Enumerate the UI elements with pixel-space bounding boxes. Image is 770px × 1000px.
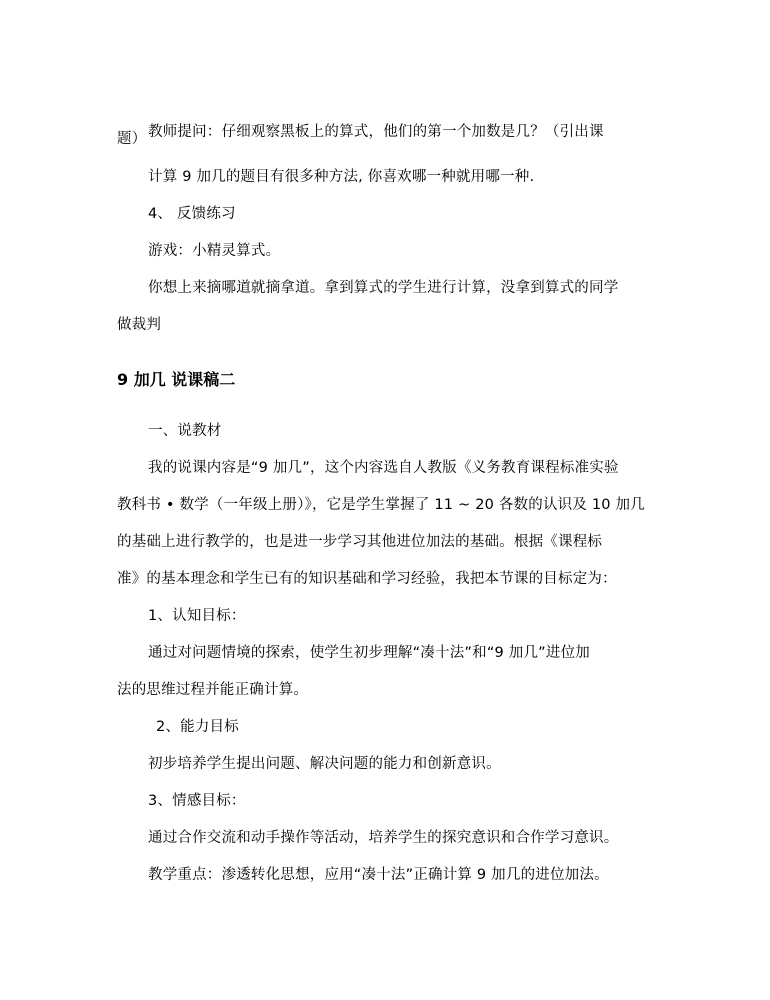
list-item-heading: 2、能力目标 (156, 719, 239, 735)
paragraph-line: 做裁判 (117, 317, 162, 333)
paragraph-line: 我的说课内容是“9 加几”，这个内容选自人教版《义务教育课程标准实验 (148, 460, 619, 476)
paragraph-line: 一、说教材 (148, 423, 222, 439)
paragraph-line: 你想上来摘哪道就摘拿道。拿到算式的学生进行计算，没拿到算式的同学 (148, 280, 619, 296)
list-item-heading: 1、认知目标： (148, 608, 246, 624)
paragraph-line: 游戏：小精灵算式。 (148, 243, 281, 259)
paragraph-line: 计算 9 加几的题目有很多种方法, 你喜欢哪一种就用哪一种. (148, 169, 535, 185)
paragraph-line: 题） (117, 131, 147, 147)
paragraph-line: 初步培养学生提出问题、解决问题的能力和创新意识。 (148, 756, 501, 772)
list-item-heading: 3、情感目标： (148, 793, 246, 809)
paragraph-line: 的基础上进行教学的，也是进一步学习其他进位加法的基础。根据《课程标 (117, 534, 603, 550)
paragraph-line: 准》的基本理念和学生已有的知识基础和学习经验，我把本节课的目标定为： (117, 571, 617, 587)
section-heading: 9 加几 说课稿二 (117, 370, 236, 389)
paragraph-line: 通过对问题情境的探索，使学生初步理解“凑十法”和“9 加几”进位加 (148, 645, 590, 661)
paragraph-line: 教学重点：渗透转化思想，应用“凑十法”正确计算 9 加几的进位加法。 (148, 867, 609, 883)
list-item-heading: 4、 反馈练习 (148, 206, 236, 222)
paragraph-line: 通过合作交流和动手操作等活动，培养学生的探究意识和合作学习意识。 (148, 830, 619, 846)
paragraph-line: 教科书 • 数学（一年级上册）》，它是学生掌握了 11 ~ 20 各数的认识及 10 加几 (117, 497, 645, 513)
paragraph-line: 教师提问：仔细观察黑板上的算式，他们的第一个加数是几？（引出课 (148, 124, 604, 140)
paragraph-line: 法的思维过程并能正确计算。 (117, 682, 309, 698)
